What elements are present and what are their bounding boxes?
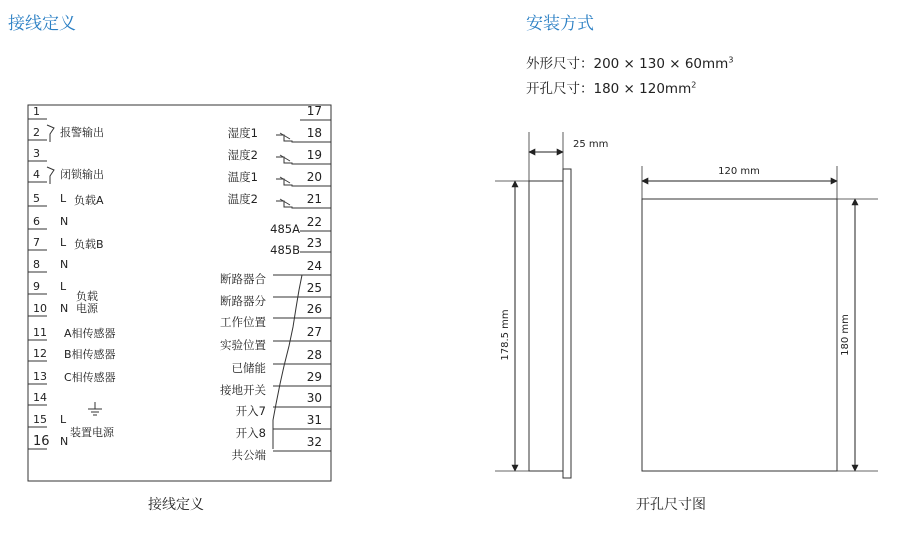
terminal-label: 负载	[76, 290, 98, 303]
device-outline	[28, 105, 331, 481]
terminal-label: 开入7	[235, 404, 266, 418]
terminal-number: 28	[306, 348, 322, 362]
left-terminal-16	[28, 434, 68, 449]
terminal-pole: N	[60, 215, 69, 228]
right-terminal-18	[228, 126, 331, 142]
terminal-label: 485A	[270, 222, 300, 236]
outer-size-label: 外形尺寸：	[526, 56, 594, 72]
terminal-number: 19	[306, 148, 322, 162]
cut-height-dim-label: 180 mm	[840, 314, 851, 356]
right-terminal-17	[300, 104, 331, 120]
terminal-number: 2	[33, 126, 40, 139]
terminal-number: 10	[33, 302, 47, 315]
install-caption: 开孔尺寸图	[636, 497, 706, 513]
install-diagram	[450, 0, 900, 533]
terminal-number: 15	[33, 413, 47, 426]
terminal-pole: L	[60, 413, 67, 426]
terminal-label: C相传感器	[64, 371, 116, 384]
depth-dim-label: 25 mm	[573, 139, 609, 150]
terminal-label: 485B	[270, 243, 300, 257]
wiring-section-title: 接线定义	[8, 14, 76, 34]
terminal-label: 负载B	[74, 238, 104, 251]
cutout-rect	[642, 199, 837, 471]
terminal-number: 8	[33, 258, 40, 271]
terminal-label: 开入8	[235, 426, 266, 440]
terminal-number: 4	[33, 168, 40, 181]
side-view-panel	[563, 169, 571, 478]
left-terminal-5	[28, 192, 104, 207]
terminal-label: 报警输出	[60, 126, 104, 139]
terminal-label: 温度2	[227, 192, 258, 206]
right-terminal-22	[270, 215, 331, 236]
terminal-pole: N	[60, 435, 69, 448]
left-terminal-1	[28, 105, 47, 119]
terminal-number: 27	[306, 325, 322, 339]
terminal-label: 已储能	[231, 361, 266, 375]
terminal-label: 装置电源	[70, 426, 114, 439]
terminal-number: 13	[33, 370, 47, 383]
terminal-number: 1	[33, 105, 40, 118]
terminal-number: 18	[306, 126, 322, 140]
left-terminal-14	[28, 391, 47, 405]
terminal-pole: L	[60, 192, 67, 205]
left-terminal-3	[28, 147, 47, 161]
terminal-number: 32	[306, 435, 322, 449]
alarm-contact-symbol	[47, 125, 54, 142]
terminal-label: 闭锁输出	[60, 168, 104, 181]
ground-icon	[88, 402, 102, 415]
left-terminal-7	[28, 236, 104, 251]
left-terminal-13	[28, 370, 116, 384]
terminal-pole: N	[60, 258, 69, 271]
outer-size-sup: 3	[728, 55, 734, 65]
cut-width-dim-label: 120 mm	[718, 166, 760, 177]
terminal-number: 12	[33, 347, 47, 360]
terminal-number: 29	[306, 370, 322, 384]
terminal-label: 湿度1	[227, 126, 258, 140]
terminal-number: 25	[306, 281, 322, 295]
terminal-number: 24	[306, 259, 322, 273]
right-terminal-20	[228, 170, 331, 186]
lock-contact-symbol	[47, 167, 54, 184]
terminal-number: 26	[306, 302, 322, 316]
height-dim-label: 178.5 mm	[500, 309, 511, 361]
hole-size-value: 180 × 120mm	[593, 81, 692, 97]
terminal-number: 6	[33, 215, 40, 228]
terminal-pole: L	[60, 236, 67, 249]
terminal-number: 14	[33, 391, 47, 404]
left-terminal-12	[28, 347, 116, 361]
terminal-pole: N	[60, 302, 69, 315]
terminal-label: 断路器分	[220, 294, 266, 308]
terminal-pole: L	[60, 280, 67, 293]
terminal-label: 湿度2	[227, 148, 258, 162]
outer-size-value: 200 × 130 × 60mm	[593, 56, 729, 72]
terminal-number: 30	[306, 391, 322, 405]
terminal-label: 温度1	[227, 170, 258, 184]
terminal-number: 9	[33, 280, 40, 293]
right-terminal-19	[228, 148, 331, 164]
terminal-number: 3	[33, 147, 40, 160]
terminal-label: 断路器合	[220, 272, 266, 286]
wiring-caption: 接线定义	[148, 497, 204, 513]
terminal-number: 11	[33, 326, 47, 339]
terminal-label: 负载A	[74, 194, 104, 207]
terminal-number: 5	[33, 192, 40, 205]
terminal-number: 20	[306, 170, 322, 184]
terminal-label: A相传感器	[64, 327, 116, 340]
left-terminal-2	[28, 125, 104, 140]
left-terminal-4	[28, 167, 104, 182]
side-view-body	[529, 181, 563, 471]
terminal-number: 23	[306, 236, 322, 250]
left-terminal-11	[28, 326, 116, 340]
terminal-number: 17	[306, 104, 322, 118]
terminal-label: 工作位置	[220, 315, 266, 329]
terminal-number: 31	[306, 413, 322, 427]
right-terminal-21	[228, 192, 331, 208]
terminal-number: 7	[33, 236, 40, 249]
terminal-label: 实验位置	[220, 338, 266, 352]
terminal-number: 21	[306, 192, 322, 206]
left-terminal-9	[28, 280, 98, 303]
terminal-number: 22	[306, 215, 322, 229]
left-terminal-10	[28, 301, 99, 316]
terminal-label: 共公端	[231, 448, 266, 462]
terminal-number: 16	[33, 434, 50, 449]
terminal-label: 电源	[76, 302, 98, 315]
terminal-label: B相传感器	[64, 348, 116, 361]
hole-size-label: 开孔尺寸：	[526, 81, 594, 97]
left-terminal-8	[28, 258, 68, 272]
left-terminal-6	[28, 215, 68, 229]
install-section-title: 安装方式	[526, 14, 594, 34]
right-terminal-23	[270, 236, 331, 257]
terminal-label: 接地开关	[220, 383, 266, 397]
hole-size-sup: 2	[691, 80, 697, 90]
common-bus-line	[273, 275, 302, 449]
